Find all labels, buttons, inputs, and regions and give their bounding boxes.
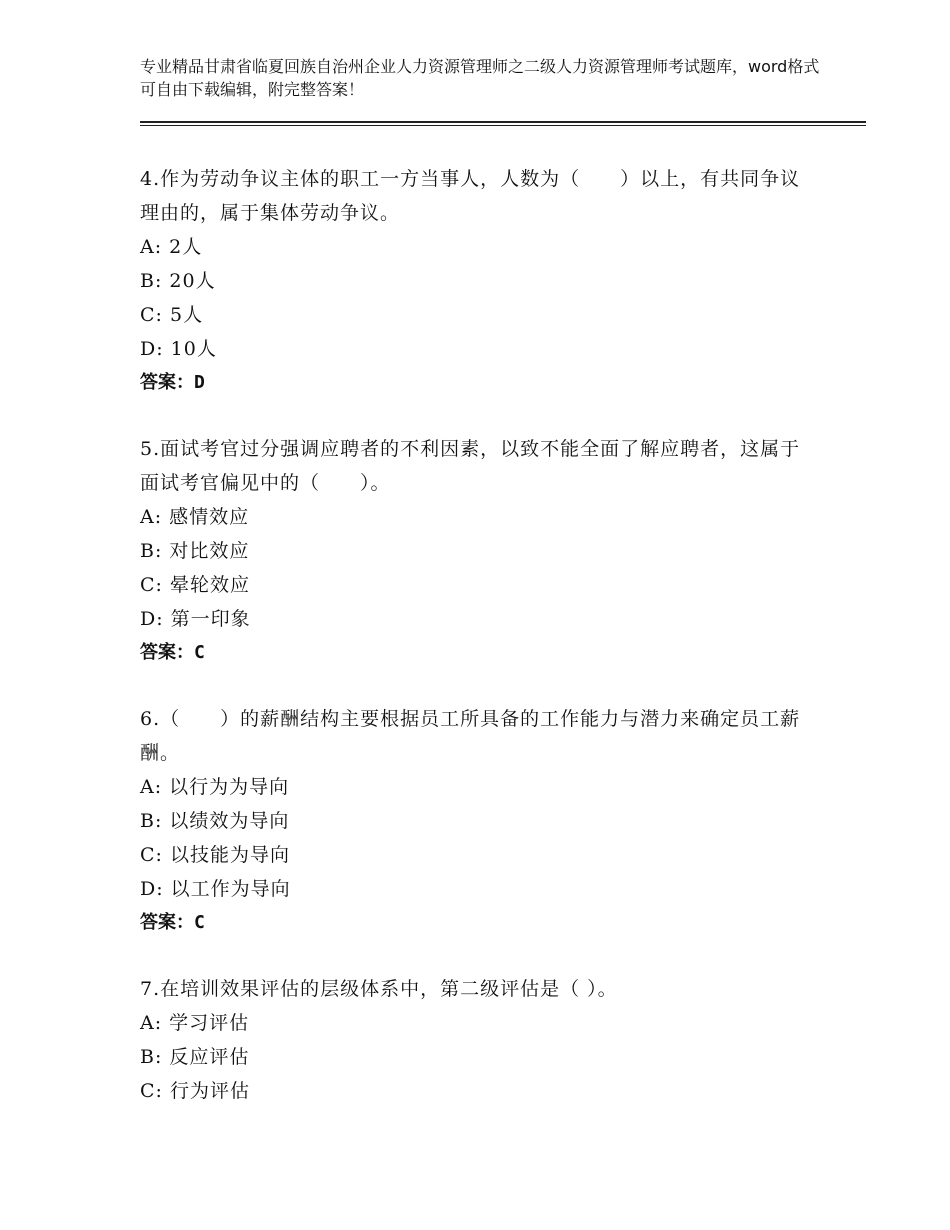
- option-c: C: 以技能为导向: [140, 844, 290, 866]
- question-block: [140, 702, 810, 940]
- answer-value: D: [194, 372, 205, 393]
- answer-line: [140, 906, 810, 940]
- answer-label: 答案：: [140, 642, 194, 663]
- question-block: [140, 432, 810, 670]
- option-a: A: 以行为为导向: [140, 776, 290, 798]
- header-divider-thin: [140, 125, 866, 126]
- question-list: [140, 162, 810, 1140]
- option-c: C: 5人: [140, 304, 204, 326]
- option-a: A: 2人: [140, 236, 203, 258]
- option-c: C: 晕轮效应: [140, 574, 250, 596]
- option-a: A: 学习评估: [140, 1012, 250, 1034]
- option-b: B: 反应评估: [140, 1046, 250, 1068]
- header-divider-thick: [140, 121, 866, 123]
- question-stem: 5.面试考官过分强调应聘者的不利因素，以致不能全面了解应聘者，这属于面试考官偏见中的（ ）。: [140, 438, 801, 494]
- answer-value: C: [194, 912, 205, 933]
- question-block: [140, 162, 810, 400]
- option-b: B: 20人: [140, 270, 216, 292]
- option-c: C: 行为评估: [140, 1080, 250, 1102]
- option-b: B: 以绩效为导向: [140, 810, 290, 832]
- option-d: D: 10人: [140, 338, 217, 360]
- option-b: B: 对比效应: [140, 540, 250, 562]
- answer-label: 答案：: [140, 372, 194, 393]
- option-a: A: 感情效应: [140, 506, 250, 528]
- question-block: [140, 972, 810, 1108]
- question-stem: 6.（ ）的薪酬结构主要根据员工所具备的工作能力与潜力来确定员工薪酬。: [140, 708, 801, 764]
- answer-line: [140, 636, 810, 670]
- document-header: 专业精品甘肃省临夏回族自治州企业人力资源管理师之二级人力资源管理师考试题库，word格式可自由下载编辑，附完整答案！: [140, 57, 820, 99]
- question-stem: 4.作为劳动争议主体的职工一方当事人，人数为（ ）以上，有共同争议理由的，属于集体劳动争议。: [140, 168, 801, 224]
- answer-line: [140, 366, 810, 400]
- answer-label: 答案：: [140, 912, 194, 933]
- option-d: D: 第一印象: [140, 608, 251, 630]
- option-d: D: 以工作为导向: [140, 878, 291, 900]
- answer-value: C: [194, 642, 205, 663]
- question-stem: 7.在培训效果评估的层级体系中，第二级评估是（ ）。: [140, 978, 618, 1000]
